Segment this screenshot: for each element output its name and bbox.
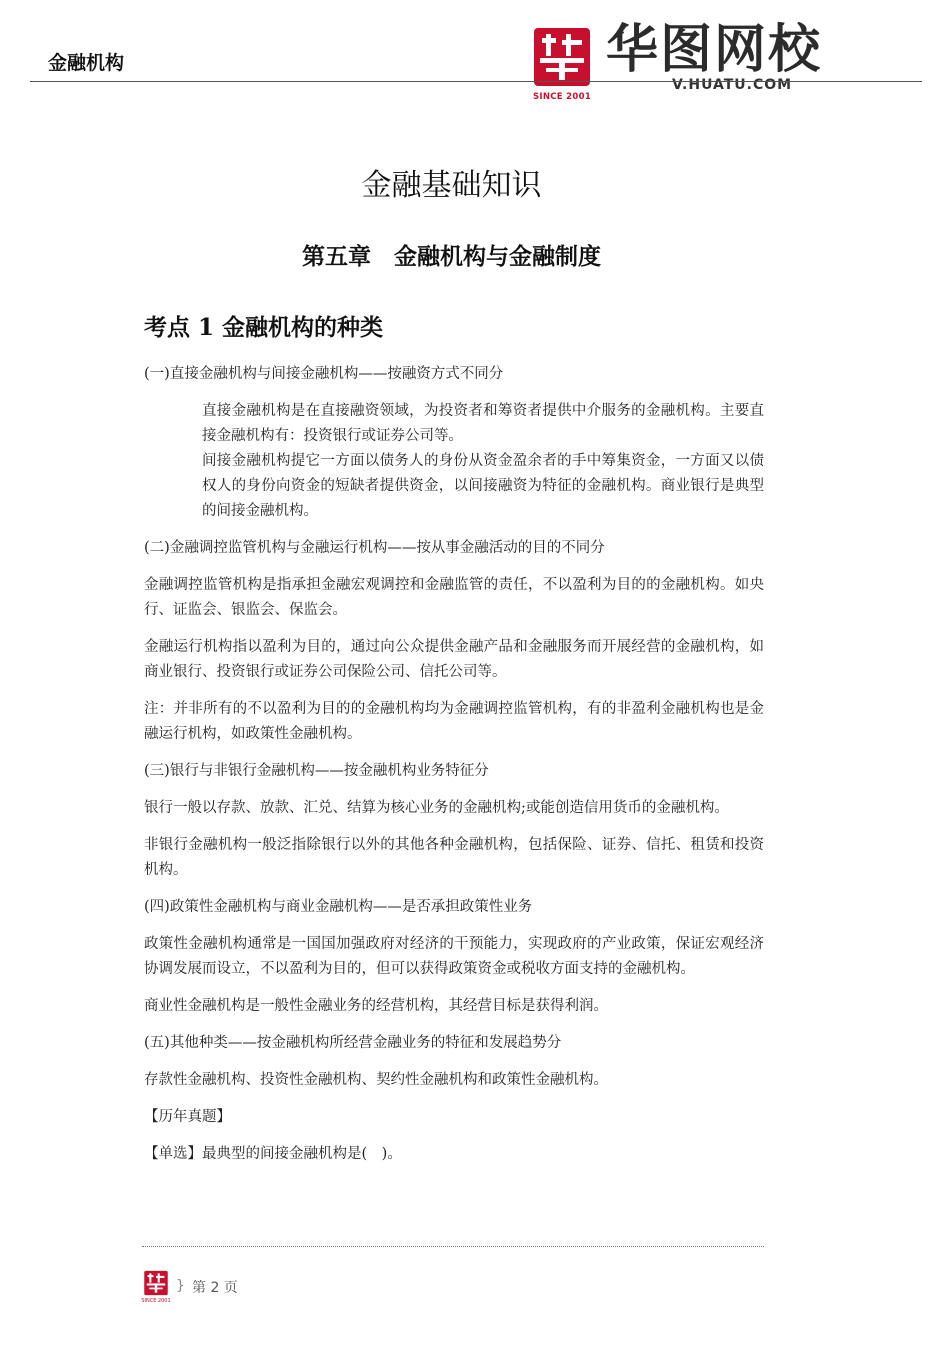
logo-brand-name: 华图网校 [606,20,823,80]
past-exam-label: 【历年真题】 [144,1109,231,1125]
subheading: (四)政策性金融机构与商业金融机构——是否承担政策性业务 [144,899,533,915]
page-number: 第 2 页 [192,1280,238,1296]
paragraph: 直接金融机构是在直接融资领域，为投资者和筹资者提供中介服务的金融机构。主要直接金融机构有：投资银行或证券公司等。 [202,403,764,444]
paragraph: 商业性金融机构是一般性金融业务的经营机构，其经营目标是获得利润。 [144,998,608,1014]
footer-logo-icon [143,1270,169,1296]
section-heading: 考点 1 金融机构的种类 [144,314,384,341]
note-paragraph: 注：并非所有的不以盈利为目的的金融机构均为金融调控监管机构，有的非盈利金融机构也是金融运行机构，如政策性金融机构。 [144,701,764,742]
footer-brace: } [176,1278,185,1294]
huatu-logo-icon [532,26,592,88]
document-body [144,362,764,1179]
logo-url: V.HUATU.COM [672,77,793,93]
paragraph: 存款性金融机构、投资性金融机构、契约性金融机构和政策性金融机构。 [144,1072,608,1088]
subheading: (一)直接金融机构与间接金融机构——按融资方式不同分 [144,366,504,382]
header-divider [30,81,922,82]
paragraph: 政策性金融机构通常是一国国加强政府对经济的干预能力，实现政府的产业政策，保证宏观经济协调发展而设立，不以盈利为目的，但可以获得政策资金或税收方面支持的金融机构。 [144,936,764,977]
paragraph: 间接金融机构提它一方面以债务人的身份从资金盈余者的手中筹集资金，一方面又以债权人的身份向资金的短缺者提供资金，以间接融资为特征的金融机构。商业银行是典型的间接金融机构。 [202,453,764,519]
paragraph: 银行一般以存款、放款、汇兑、结算为核心业务的金融机构;或能创造信用货币的金融机构。 [144,800,729,816]
footer-divider [142,1246,764,1247]
footer-since-text: SINCE 2001 [141,1298,171,1304]
subheading: (五)其他种类——按金融机构所经营金融业务的特征和发展趋势分 [144,1035,562,1051]
document-title: 金融基础知识 [361,168,542,203]
subheading: (二)金融调控监管机构与金融运行机构——按从事金融活动的目的不同分 [144,540,605,556]
question-text: 【单选】最典型的间接金融机构是( )。 [144,1146,402,1162]
paragraph: 金融调控监管机构是指承担金融宏观调控和金融监管的责任，不以盈利为目的的金融机构。如央行、证监会、银监会、保监会。 [144,577,764,618]
paragraph: 非银行金融机构一般泛指除银行以外的其他各种金融机构，包括保险、证券、信托、租赁和投资机构。 [144,837,764,878]
logo-since-text: SINCE 2001 [532,92,592,102]
subheading: (三)银行与非银行金融机构——按金融机构业务特征分 [144,763,489,779]
paragraph: 金融运行机构指以盈利为目的，通过向公众提供金融产品和金融服务而开展经营的金融机构，如商业银行、投资银行或证券公司保险公司、信托公司等。 [144,639,764,680]
chapter-heading: 第五章 金融机构与金融制度 [302,243,601,270]
header-title: 金融机构 [48,52,125,74]
